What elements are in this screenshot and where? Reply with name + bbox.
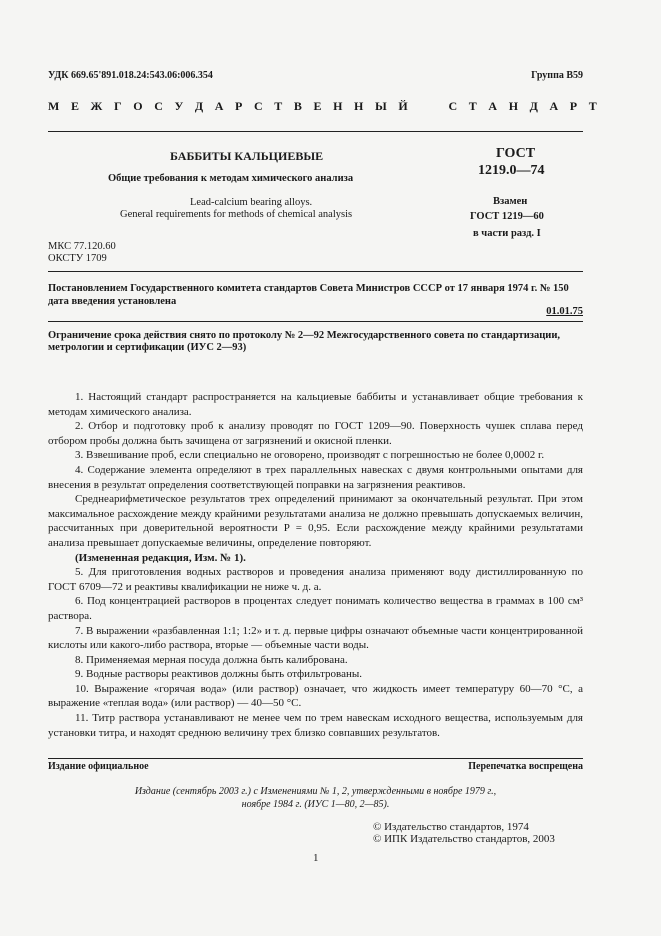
paragraph-10: 10. Выражение «горячая вода» (или раствор) означает, что жидкость имеет температуру 60—70 °С, а выражение «теплая вода» (или раствор) — 40—50 °С. — [48, 682, 583, 710]
banner-letter: Ж — [90, 99, 115, 113]
standard-subtitle: Общие требования к методам химического анализа — [108, 173, 354, 184]
paragraph-4: 4. Содержание элемента определяют в трех параллельных навесках с двумя контрольными опытами для внесения в результат определения соответствующей поправки на загрязнения реактивов. — [48, 463, 583, 491]
paragraph-11: 11. Титр раствора устанавливают не менее чем по трем навескам исходного вещества, используемым для установки титра, и находят среднюю величину трех близко совпавших результатов. — [48, 712, 583, 739]
banner-divider — [48, 131, 583, 132]
banner-letter: Н — [508, 99, 530, 113]
banner-letter: В — [293, 99, 314, 113]
banner-letter: С — [154, 99, 175, 113]
effective-date: 01.01.75 — [546, 306, 583, 317]
gost-number: 1219.0—74 — [478, 163, 545, 178]
banner-letter: А — [549, 99, 570, 113]
limit-line-1: Ограничение срока действия снято по протоколу № 2—92 Межгосударственного совета по стандартизации, — [48, 330, 561, 341]
paragraph-4-average: Среднеарифметическое результатов трех определений принимают за окончательный результат. При этом максимальное расхождение между крайними результатами анализа не должно превышать допускаемых величин, рассчитанных при доверительной вероятности P = 0,95. Если расхождение между крайними результатами анализа превышает допускаемые величины, определение повторяют. — [48, 493, 583, 549]
limit-line-2: метрологии и сертификации (ИУС 2—93) — [48, 342, 247, 353]
english-title-1: Lead-calcium bearing alloys. — [190, 197, 313, 208]
standard-body — [48, 390, 583, 740]
mks-code: МКС 77.120.60 — [48, 241, 116, 252]
banner-letter: Т — [274, 99, 294, 113]
replaces-label: Взамен — [493, 196, 528, 207]
banner-letter: О — [133, 99, 155, 113]
banner-letter: У — [174, 99, 195, 113]
banner-letter — [419, 99, 434, 114]
edition-line-2: ноябре 1984 г. (ИУС 1—80, 2—85). — [241, 799, 390, 810]
paragraph-6: 6. Под концентрацией растворов в процентах следует понимать количество вещества в граммах в 100 см³ раствора. — [48, 595, 583, 622]
reprint-notice: Перепечатка воспрещена — [468, 761, 583, 772]
banner-letter: Й — [398, 99, 420, 113]
banner-letter: Ы — [374, 99, 399, 113]
paragraph-1: 1. Настоящий стандарт распространяется на кальциевые баббиты и устанавливает общие требования к методам химического анализа. — [48, 391, 583, 418]
footer-divider — [48, 758, 583, 759]
paragraph-8: 8. Применяемая мерная посуда должна быть калибрована. — [75, 653, 348, 666]
banner-letter: Е — [313, 99, 334, 113]
banner-letter: Н — [354, 99, 375, 113]
page-number: 1 — [313, 852, 319, 864]
okstu-code: ОКСТУ 1709 — [48, 253, 107, 264]
decree-line-1: Постановлением Государственного комитета стандартов Совета Министров СССР от 17 января 1974 г. № 150 — [48, 283, 569, 294]
banner-letter: Р — [235, 99, 254, 113]
paragraph-7: 7. В выражении «разбавленная 1:1; 1:2» и т. д. первые цифры означают объемные части концентрированной кислоты или какого-либо раствора, вторые — объемные части воды. — [48, 624, 583, 652]
banner-letter: С — [253, 99, 275, 113]
banner-letter: Т — [468, 99, 489, 113]
standard-banner — [48, 99, 609, 114]
paragraph-5: 5. Для приготовления водных растворов и проведения анализа применяют воду дистиллированную по ГОСТ 6709—72 и реактивы квалификации не ниже ч. д. а. — [48, 566, 583, 593]
decree-line-2: дата введения установлена — [48, 296, 177, 307]
banner-letter: М — [48, 99, 71, 113]
copyright-1974: © Издательство стандартов, 1974 — [373, 821, 529, 833]
group-code: Группа В59 — [531, 70, 583, 81]
banner-letter — [434, 99, 449, 114]
official-edition: Издание официальное — [48, 761, 149, 772]
banner-letter: Н — [333, 99, 355, 113]
banner-letter: Д — [194, 99, 215, 113]
standard-title: БАББИТЫ КАЛЬЦИЕВЫЕ — [170, 149, 324, 163]
replaces-gost: ГОСТ 1219—60 — [470, 211, 544, 222]
banner-letter: А — [214, 99, 236, 113]
codes-divider — [48, 271, 583, 272]
edition-line-1: Издание (сентябрь 2003 г.) с Изменениями № 1, 2, утвержденными в ноябре 1979 г., — [134, 786, 497, 797]
banner-letter: Д — [529, 99, 550, 113]
replaces-part: в части разд. I — [473, 228, 541, 239]
banner-letter: Е — [70, 99, 91, 113]
banner-letter: С — [448, 99, 469, 113]
paragraph-2: 2. Отбор и подготовку проб к анализу проводят по ГОСТ 1209—90. Поверхность чушек сплава перед отбором пробы должна быть зачищена от загрязнений и окисной пленки. — [48, 420, 583, 447]
paragraph-9: 9. Водные растворы реактивов должны быть отфильтрованы. — [75, 668, 363, 681]
amendment-note: (Измененная редакция, Изм. № 1). — [75, 551, 246, 564]
banner-letter: Т — [588, 99, 609, 113]
decree-divider — [48, 321, 583, 322]
english-title-2: General requirements for methods of chemical analysis — [120, 209, 353, 220]
gost-label: ГОСТ — [496, 146, 536, 161]
udk-code: УДК 669.65'891.018.24:543.06:006.354 — [48, 70, 213, 81]
banner-letter: А — [488, 99, 509, 113]
copyright-2003: © ИПК Издательство стандартов, 2003 — [373, 833, 555, 845]
paragraph-3: 3. Взвешивание проб, если специально не оговорено, производят с погрешностью не более 0,0002 г. — [75, 449, 545, 462]
banner-letter: Г — [114, 99, 134, 113]
banner-letter: Р — [569, 99, 589, 113]
edition-note — [48, 785, 583, 811]
